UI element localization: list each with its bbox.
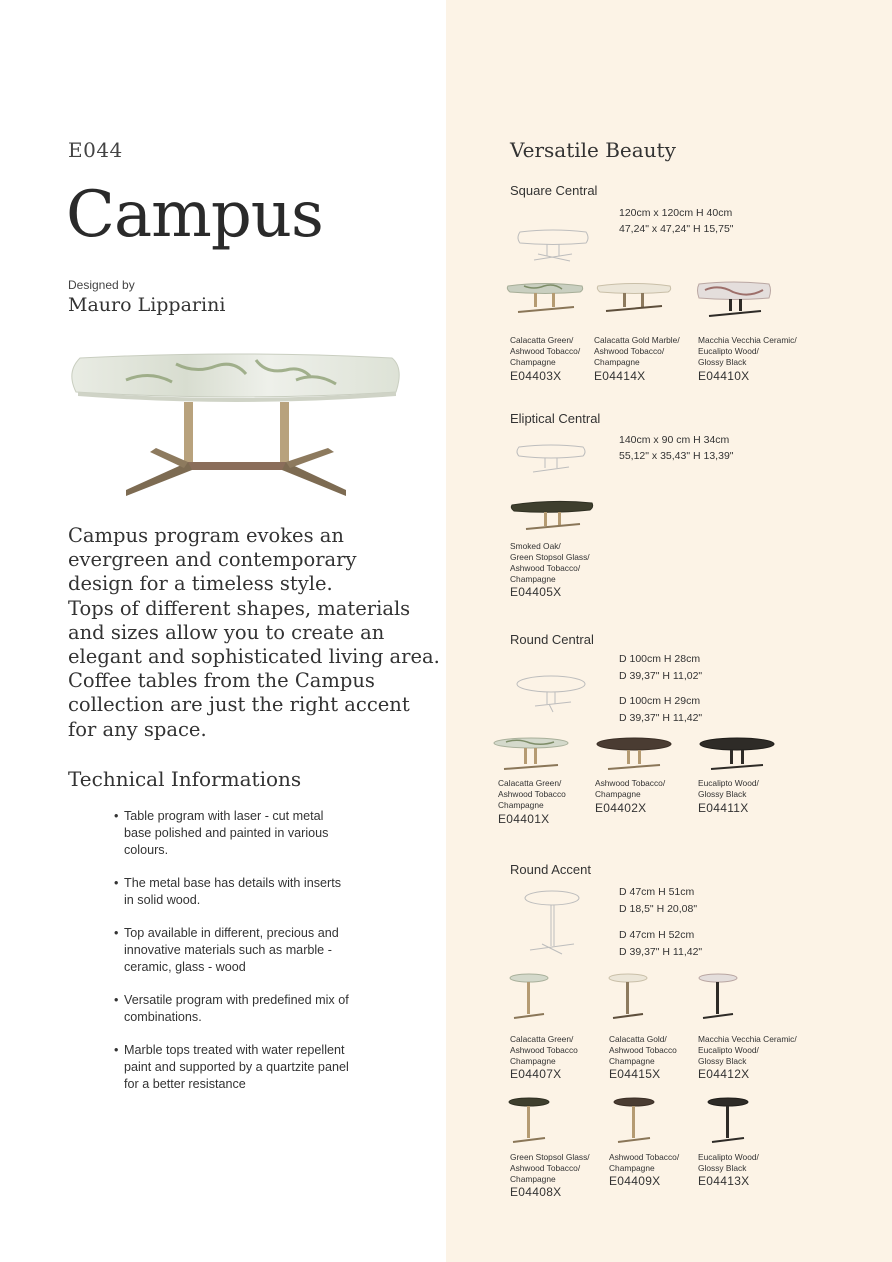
product-thumb xyxy=(504,280,586,316)
description-line: Coffee tables from the Campus xyxy=(68,669,375,693)
product-thumb xyxy=(607,972,649,1024)
label-line: Ashwood Tobacco xyxy=(498,789,566,799)
section-title-round-accent: Round Accent xyxy=(510,862,591,877)
label-line: Glossy Black xyxy=(698,1056,747,1066)
dimension-line: 140cm x 90 cm H 34cm xyxy=(619,434,730,446)
label-line: Champagne xyxy=(595,789,641,799)
technical-list xyxy=(114,808,354,1109)
section-title-eliptical-central: Eliptical Central xyxy=(510,411,601,426)
product-thumb xyxy=(507,1096,551,1148)
designed-by-label: Designed by xyxy=(68,278,135,292)
technical-title: Technical Informations xyxy=(68,767,302,791)
label-line: Champagne xyxy=(510,1056,556,1066)
product-thumb xyxy=(612,1096,656,1148)
product-label xyxy=(510,1034,578,1067)
label-line: Calacatta Green/ xyxy=(510,335,574,345)
page-title: Campus xyxy=(66,178,323,252)
dimension-line: D 47cm H 51cm xyxy=(619,886,695,898)
label-line: Champagne xyxy=(510,1174,556,1184)
label-line: Champagne xyxy=(594,357,640,367)
product-thumb xyxy=(697,972,739,1024)
accent-table-sketch xyxy=(522,888,582,960)
description-line: design for a timeless style. xyxy=(68,572,333,596)
hero-table-image xyxy=(66,350,406,500)
eliptical-table-sketch xyxy=(513,442,589,476)
dimension-line: D 100cm H 28cm xyxy=(619,653,701,665)
label-line: Ashwood Tobacco/ xyxy=(510,346,581,356)
product-thumb xyxy=(697,735,777,773)
versatile-heading: Versatile Beauty xyxy=(510,138,676,162)
label-line: Ashwood Tobacco xyxy=(510,1045,578,1055)
dimension-line: D 39,37" H 11,42" xyxy=(619,946,703,958)
product-code-E04407X: E04407X xyxy=(510,1067,562,1081)
product-label xyxy=(698,335,797,368)
product-code-E04403X: E04403X xyxy=(510,369,562,383)
label-line: Green Stopsol Glass/ xyxy=(510,1152,590,1162)
technical-bullet: • The metal base has details with inserts in solid wood. xyxy=(114,875,354,909)
label-line: Glossy Black xyxy=(698,789,747,799)
dimension-line: D 100cm H 29cm xyxy=(619,695,701,707)
product-label xyxy=(510,1152,590,1185)
label-line: Eucalipto Wood/ xyxy=(698,1152,759,1162)
product-thumb xyxy=(706,1096,750,1148)
description-line: for any space. xyxy=(68,717,207,741)
label-line: Macchia Vecchia Ceramic/ xyxy=(698,335,797,345)
dimension-line: 47,24" x 47,24" H 15,75" xyxy=(619,223,734,235)
product-code-E04413X: E04413X xyxy=(698,1174,750,1188)
product-label xyxy=(698,1152,759,1174)
product-code-E04414X: E04414X xyxy=(594,369,646,383)
dimension-line: D 47cm H 52cm xyxy=(619,929,695,941)
label-line: Ashwood Tobacco/ xyxy=(510,1163,581,1173)
product-code-E04409X: E04409X xyxy=(609,1174,661,1188)
label-line: Calacatta Gold/ xyxy=(609,1034,667,1044)
designer-name: Mauro Lipparini xyxy=(68,294,226,316)
product-label xyxy=(594,335,680,368)
label-line: Calacatta Green/ xyxy=(510,1034,574,1044)
label-line: Macchia Vecchia Ceramic/ xyxy=(698,1034,797,1044)
dimension-line: D 39,37" H 11,42" xyxy=(619,712,703,724)
label-line: Champagne xyxy=(609,1056,655,1066)
product-thumb xyxy=(508,497,596,533)
product-label xyxy=(510,541,590,585)
dimension-line: D 18,5" H 20,08" xyxy=(619,903,698,915)
product-label xyxy=(609,1034,677,1067)
product-label xyxy=(698,1034,797,1067)
dimension-line: D 39,37" H 11,02" xyxy=(619,670,703,682)
product-label xyxy=(609,1152,679,1174)
dimension-line: 120cm x 120cm H 40cm xyxy=(619,207,733,219)
product-description xyxy=(68,524,440,742)
label-line: Glossy Black xyxy=(698,1163,747,1173)
label-line: Eucalipto Wood/ xyxy=(698,778,759,788)
description-line: Campus program evokes an xyxy=(68,524,344,547)
product-code-E04412X: E04412X xyxy=(698,1067,750,1081)
label-line: Eucalipto Wood/ xyxy=(698,346,759,356)
technical-bullet: • Table program with laser - cut metal base polished and painted in various colours. xyxy=(114,808,354,859)
product-label xyxy=(595,778,665,800)
label-line: Green Stopsol Glass/ xyxy=(510,552,590,562)
label-line: Ashwood Tobacco/ xyxy=(595,778,666,788)
label-line: Champagne xyxy=(498,800,544,810)
technical-bullet: • Marble tops treated with water repellent paint and supported by a quartzite panel for a better resistance xyxy=(114,1042,354,1093)
description-line: and sizes allow you to create an xyxy=(68,620,385,644)
round-table-sketch xyxy=(513,672,589,714)
product-label xyxy=(498,778,566,811)
description-line: evergreen and contemporary xyxy=(68,548,357,572)
product-label xyxy=(510,335,580,368)
dimension-line: 55,12" x 35,43" H 13,39" xyxy=(619,450,734,462)
product-thumb xyxy=(492,735,570,773)
product-thumb xyxy=(594,280,674,316)
product-thumb xyxy=(695,280,773,320)
description-line: elegant and sophisticated living area. xyxy=(68,645,440,669)
label-line: Eucalipto Wood/ xyxy=(698,1045,759,1055)
product-code-E04402X: E04402X xyxy=(595,801,647,815)
product-code-E04401X: E04401X xyxy=(498,812,550,826)
label-line: Ashwood Tobacco/ xyxy=(609,1152,680,1162)
product-thumb xyxy=(508,972,550,1024)
label-line: Ashwood Tobacco xyxy=(609,1045,677,1055)
label-line: Ashwood Tobacco/ xyxy=(510,563,581,573)
technical-bullet: • Top available in different, precious and innovative materials such as marble - ceramic, glass - wood xyxy=(114,925,354,976)
product-code-E04415X: E04415X xyxy=(609,1067,661,1081)
label-line: Champagne xyxy=(510,574,556,584)
product-code-E04405X: E04405X xyxy=(510,585,562,599)
label-line: Smoked Oak/ xyxy=(510,541,561,551)
square-table-sketch xyxy=(514,226,592,264)
label-line: Champagne xyxy=(609,1163,655,1173)
section-title-round-central: Round Central xyxy=(510,632,594,647)
section-title-square-central: Square Central xyxy=(510,183,598,198)
label-line: Calacatta Gold Marble/ xyxy=(594,335,680,345)
product-code-E04411X: E04411X xyxy=(698,801,749,815)
product-code-E04408X: E04408X xyxy=(510,1185,562,1199)
label-line: Ashwood Tobacco/ xyxy=(594,346,665,356)
label-line: Glossy Black xyxy=(698,357,747,367)
description-line: collection are just the right accent xyxy=(68,693,410,717)
product-thumb xyxy=(594,735,674,773)
product-label xyxy=(698,778,759,800)
product-code-E04410X: E04410X xyxy=(698,369,750,383)
description-line: Tops of different shapes, materials xyxy=(68,596,411,620)
product-code: E044 xyxy=(68,138,123,162)
technical-bullet: • Versatile program with predefined mix of combinations. xyxy=(114,992,354,1026)
label-line: Calacatta Green/ xyxy=(498,778,562,788)
label-line: Champagne xyxy=(510,357,556,367)
